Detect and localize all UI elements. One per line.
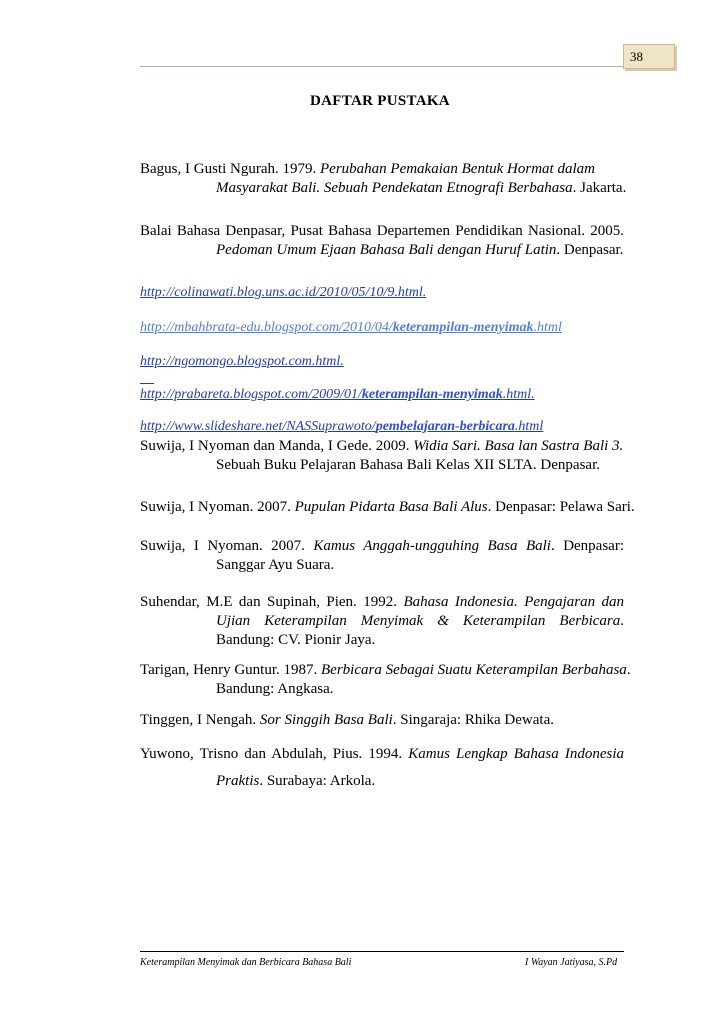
footer-rule bbox=[140, 951, 624, 952]
ref-publisher: . Jakarta. bbox=[572, 180, 627, 196]
reference-suwija-kamus: Suwija, I Nyoman. 2007. Kamus Anggah-ungguhing Basa Bali. Denpasar: Sanggar Ayu Suara. bbox=[140, 538, 624, 573]
link-slideshare[interactable]: http://www.slideshare.net/NASSuprawoto/pembelajaran-berbicara.html bbox=[140, 419, 544, 434]
ref-title: Pedoman Umum Ejaan Bahasa Bali dengan Huruf Latin bbox=[216, 242, 557, 258]
reference-tinggen: Tinggen, I Nengah. Sor Singgih Basa Bali. Singaraja: Rhika Dewata. bbox=[140, 712, 554, 728]
ref-publisher: . Denpasar. bbox=[556, 242, 624, 258]
reference-suwija-pupulan: Suwija, I Nyoman. 2007. Pupulan Pidarta Basa Bali Alus. Denpasar: Pelawa Sari. bbox=[140, 499, 635, 515]
page-number-badge bbox=[623, 44, 675, 69]
page-number: 38 bbox=[630, 49, 643, 64]
link-prabareta[interactable]: http://prabareta.blogspot.com/2009/01/keterampilan-menyimak.html. bbox=[140, 387, 535, 402]
reference-yuwono: Yuwono, Trisno dan Abdulah, Pius. 1994. Kamus Lengkap Bahasa Indonesia Praktis. Surabaya: Arkola. bbox=[140, 746, 624, 789]
footer-book-title: Keterampilan Menyimak dan Berbicara Bahasa Bali bbox=[140, 957, 352, 968]
ref-title: Perubahan Pemakaian Bentuk Hormat dalam bbox=[320, 161, 595, 177]
reference-suwija-manda: Suwija, I Nyoman dan Manda, I Gede. 2009. Widia Sari. Basa lan Sastra Bali 3. Sebuah Buku Pelajaran Bahasa Bali Kelas XII SLTA. Denpasar. bbox=[140, 438, 624, 473]
ref-author: Balai Bahasa Denpasar, Pusat Bahasa Departemen Pendidikan Nasional. 2005. bbox=[140, 223, 624, 239]
reference-bagus bbox=[140, 160, 627, 198]
header-rule bbox=[140, 66, 623, 67]
reference-balai-bahasa bbox=[140, 222, 624, 260]
page-title: DAFTAR PUSTAKA bbox=[310, 93, 450, 109]
footer-author: I Wayan Jatiyasa, S.Pd bbox=[525, 957, 618, 968]
reference-tarigan: Tarigan, Henry Guntur. 1987. Berbicara Sebagai Suatu Keterampilan Berbahasa. Bandung: Angkasa. bbox=[140, 662, 631, 697]
ref-title-cont: Masyarakat Bali. Sebuah Pendekatan Etnografi Berbahasa bbox=[216, 180, 573, 196]
link-underline-stub bbox=[140, 383, 154, 384]
reference-suhendar: Suhendar, M.E dan Supinah, Pien. 1992. Bahasa Indonesia. Pengajaran dan Ujian Keterampilan Menyimak & Keterampilan Berbicara. Bandung: CV. Pionir Jaya. bbox=[140, 594, 625, 648]
link-colinawati[interactable]: http://colinawati.blog.uns.ac.id/2010/05/10/9.html. bbox=[140, 285, 427, 300]
link-ngomongo[interactable]: http://ngomongo.blogspot.com.html. bbox=[140, 354, 344, 369]
ref-author: Bagus, I Gusti Ngurah. 1979. bbox=[140, 161, 320, 177]
link-mbahbrata[interactable]: http://mbahbrata-edu.blogspot.com/2010/04/keterampilan-menyimak.html bbox=[140, 320, 562, 335]
